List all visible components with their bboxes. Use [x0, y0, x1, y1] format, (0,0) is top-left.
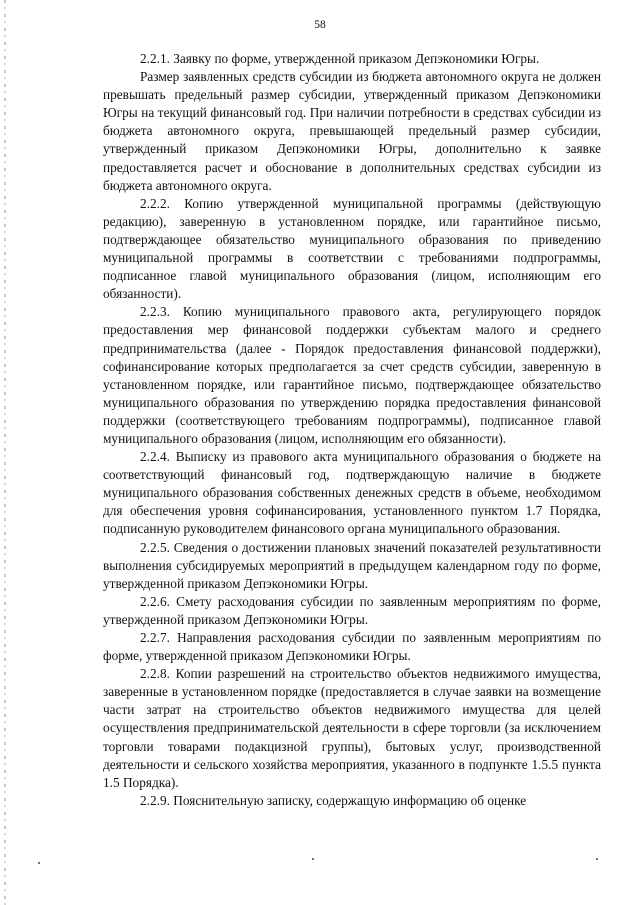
paragraph-subsidy-limit: Размер заявленных средств субсидии из бюджета автономного округа не должен превышать предельный размер субсидии, утвержденный приказом Депэкономики Югры на текущий финансовый год. При наличии потребности в средствах субсидии из бюджета автономного округа, превышающей предельный размер субсидии, утвержденный приказом Депэкономики Югры, дополнительно к заявке предоставляется расчет и обоснование в дополнительных средствах субсидии из бюджета автономного округа.	[103, 69, 601, 193]
scan-speck	[38, 862, 40, 864]
paragraph-2-2-7: 2.2.7. Направления расходования субсидии по заявленным мероприятиям по форме, утвержденной приказом Депэкономики Югры.	[103, 630, 601, 664]
paragraph-2-2-8: 2.2.8. Копии разрешений на строительство объектов недвижимого имущества, заверенные в установленном порядке (предоставляется в случае заявки на возмещение части затрат на строительство объектов недвижимого имущества для целей осуществления предпринимательской деятельности в сфере торговли (за исключением торговли товарами подакцизной группы), бытовых услуг, производственной деятельности и сельского хозяйства мероприятия, указанного в подпункте 1.5.5 пункта 1.5 Порядка).	[103, 666, 601, 790]
paragraph-2-2-3: 2.2.3. Копию муниципального правового акта, регулирующего порядок предоставления мер финансовой поддержки субъектам малого и среднего предпринимательства (далее - Порядок предоставления финансовой поддержки), софинансирование которых предполагается за счет средств субсидии, заверенную в установленном порядке, или гарантийное письмо, подтверждающее обязательство муниципального образования по утверждению порядка предоставления финансовой поддержки (соответствующего требованиям подпрограммы), подписанное главой муниципального образования (лицом, исполняющим его обязанности).	[103, 304, 601, 446]
scan-speck	[312, 858, 314, 860]
scan-speck	[596, 858, 598, 860]
paragraph-2-2-6: 2.2.6. Смету расходования субсидии по заявленным мероприятиям по форме, утвержденной приказом Депэкономики Югры.	[103, 593, 601, 627]
page-number: 58	[314, 19, 326, 31]
paragraph-2-2-2: 2.2.2. Копию утвержденной муниципальной программы (действующую редакцию), заверенную в установленном порядке, или гарантийное письмо, подтверждающее обязательство муниципального образования по приведению муниципальной программы в соответствии с требованиями подпрограммы, подписанное главой муниципального образования (лицом, исполняющим его обязанности).	[103, 195, 601, 302]
scan-binding-edge	[4, 0, 6, 905]
document-body	[103, 50, 601, 810]
paragraph-2-2-9: 2.2.9. Пояснительную записку, содержащую информацию об оценке	[140, 792, 527, 808]
paragraph-2-2-4: 2.2.4. Выписку из правового акта муниципального образования о бюджете на соответствующий финансовый год, подтверждающую наличие в бюджете муниципального образования собственных денежных средств в объеме, необходимом для обеспечения уровня софинансирования, установленного пунктом 1.7 Порядка, подписанную руководителем финансового органа муниципального образования.	[103, 449, 601, 537]
paragraph-2-2-5: 2.2.5. Сведения о достижении плановых значений показателей результативности выполнения субсидируемых мероприятий в предыдущем календарном году по форме, утвержденной приказом Депэкономики Югры.	[103, 539, 601, 591]
paragraph-2-2-1: 2.2.1. Заявку по форме, утвержденной приказом Депэкономики Югры.	[140, 51, 540, 66]
